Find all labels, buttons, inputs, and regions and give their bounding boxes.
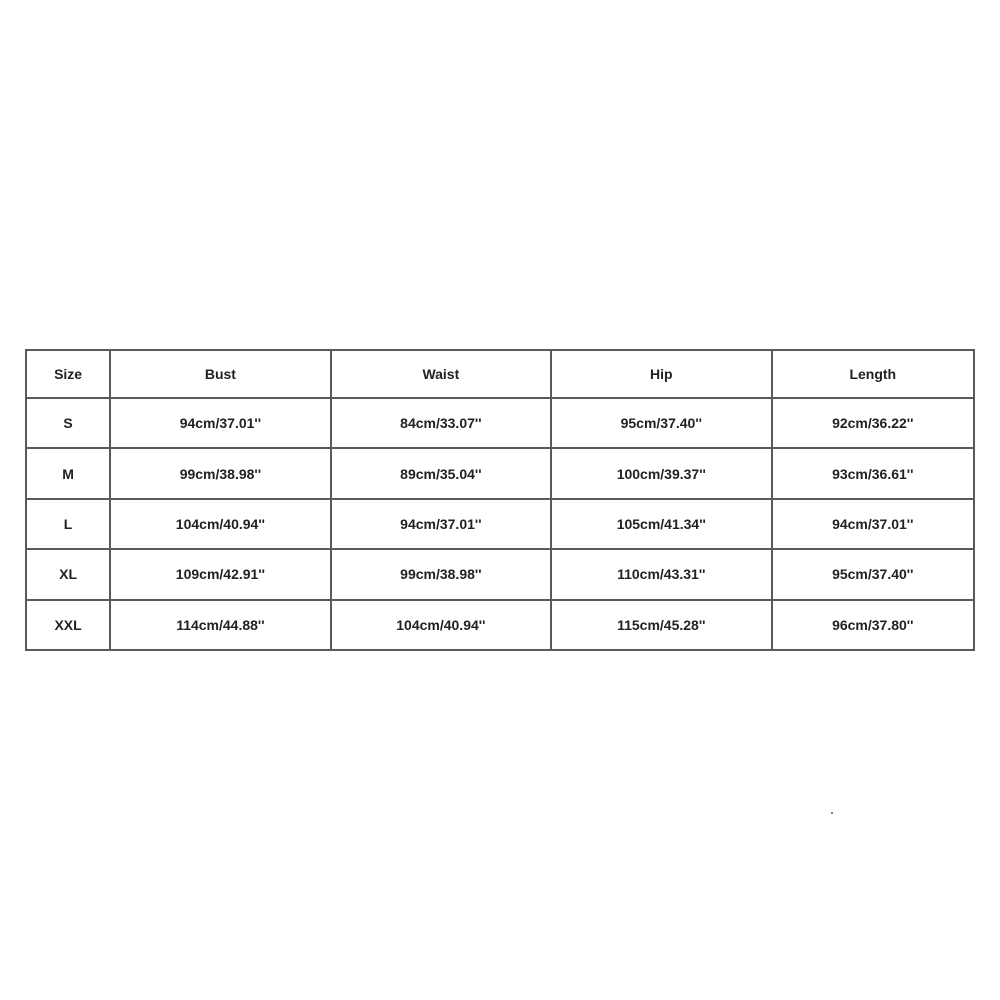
waist-cell: 84cm/33.07'' bbox=[331, 398, 551, 448]
hip-cell: 100cm/39.37'' bbox=[551, 448, 771, 498]
bust-cell: 99cm/38.98'' bbox=[110, 448, 330, 498]
table-row bbox=[26, 499, 974, 549]
size-cell: L bbox=[26, 499, 110, 549]
waist-cell: 104cm/40.94'' bbox=[331, 600, 551, 650]
waist-cell: 89cm/35.04'' bbox=[331, 448, 551, 498]
length-cell: 93cm/36.61'' bbox=[772, 448, 974, 498]
size-cell: M bbox=[26, 448, 110, 498]
header-size: Size bbox=[26, 350, 110, 398]
length-cell: 95cm/37.40'' bbox=[772, 549, 974, 599]
header-hip: Hip bbox=[551, 350, 771, 398]
hip-cell: 110cm/43.31'' bbox=[551, 549, 771, 599]
length-cell: 96cm/37.80'' bbox=[772, 600, 974, 650]
waist-cell: 94cm/37.01'' bbox=[331, 499, 551, 549]
bust-cell: 114cm/44.88'' bbox=[110, 600, 330, 650]
header-length: Length bbox=[772, 350, 974, 398]
header-bust: Bust bbox=[110, 350, 330, 398]
waist-cell: 99cm/38.98'' bbox=[331, 549, 551, 599]
hip-cell: 105cm/41.34'' bbox=[551, 499, 771, 549]
hip-cell: 115cm/45.28'' bbox=[551, 600, 771, 650]
table-row bbox=[26, 398, 974, 448]
size-chart-table bbox=[25, 349, 975, 651]
length-cell: 94cm/37.01'' bbox=[772, 499, 974, 549]
size-cell: S bbox=[26, 398, 110, 448]
bust-cell: 94cm/37.01'' bbox=[110, 398, 330, 448]
bust-cell: 109cm/42.91'' bbox=[110, 549, 330, 599]
table-row bbox=[26, 448, 974, 498]
header-row bbox=[26, 350, 974, 398]
bust-cell: 104cm/40.94'' bbox=[110, 499, 330, 549]
size-cell: XL bbox=[26, 549, 110, 599]
table-row bbox=[26, 600, 974, 650]
table-row bbox=[26, 549, 974, 599]
length-cell: 92cm/36.22'' bbox=[772, 398, 974, 448]
header-waist: Waist bbox=[331, 350, 551, 398]
stray-dot bbox=[831, 812, 833, 814]
size-cell: XXL bbox=[26, 600, 110, 650]
hip-cell: 95cm/37.40'' bbox=[551, 398, 771, 448]
